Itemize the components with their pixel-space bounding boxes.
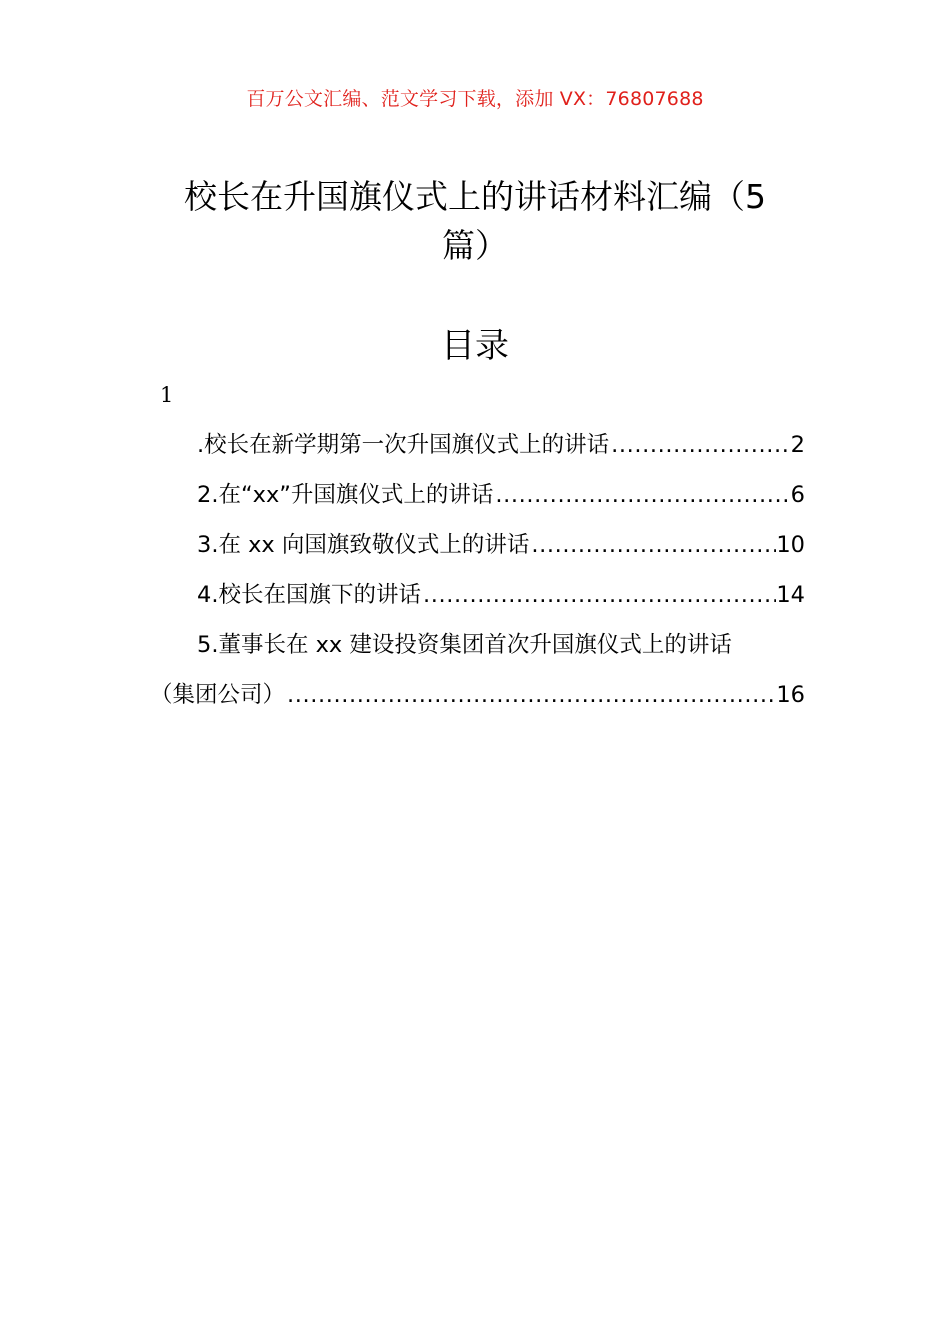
- toc-entry-label: .校长在新学期第一次升国旗仪式上的讲话: [197, 432, 610, 458]
- dot-leader: [421, 570, 776, 620]
- toc-page-number: 16: [776, 682, 805, 708]
- title-line-1: 校长在升国旗仪式上的讲话材料汇编（5: [184, 177, 766, 216]
- list-number-marker: 1: [160, 383, 174, 407]
- header-watermark-note: 百万公文汇编、范文学习下载，添加 VX：76807688: [246, 88, 704, 110]
- toc-entry-2[interactable]: [150, 470, 805, 520]
- toc-entry-5[interactable]: [150, 620, 805, 720]
- toc-entry-label: 4.校长在国旗下的讲话: [197, 582, 421, 608]
- toc-heading: 目录: [441, 326, 509, 366]
- toc-page-number: 10: [776, 532, 805, 558]
- toc-entry-4[interactable]: [150, 570, 805, 620]
- toc-page-number: 2: [790, 432, 805, 458]
- toc-page-number: 14: [776, 582, 805, 608]
- dot-leader: [609, 420, 791, 470]
- dot-leader: [285, 670, 776, 720]
- toc-entry-1[interactable]: [150, 420, 805, 470]
- dot-leader: [529, 520, 776, 570]
- toc-entry-label: 2.在“xx”升国旗仪式上的讲话: [197, 482, 494, 508]
- table-of-contents: [150, 420, 805, 720]
- toc-entry-5-continuation: [150, 670, 805, 720]
- toc-page-number: 6: [790, 482, 805, 508]
- document-title: [150, 172, 800, 270]
- dot-leader: [493, 470, 790, 520]
- title-line-2: 篇）: [442, 226, 508, 265]
- toc-entry-label: 3.在 xx 向国旗致敬仪式上的讲话: [197, 532, 530, 558]
- toc-entry-label-line-2: （集团公司）: [150, 682, 286, 708]
- toc-entry-3[interactable]: [150, 520, 805, 570]
- toc-entry-label-line-1: 5.董事长在 xx 建设投资集团首次升国旗仪式上的讲话: [197, 632, 732, 658]
